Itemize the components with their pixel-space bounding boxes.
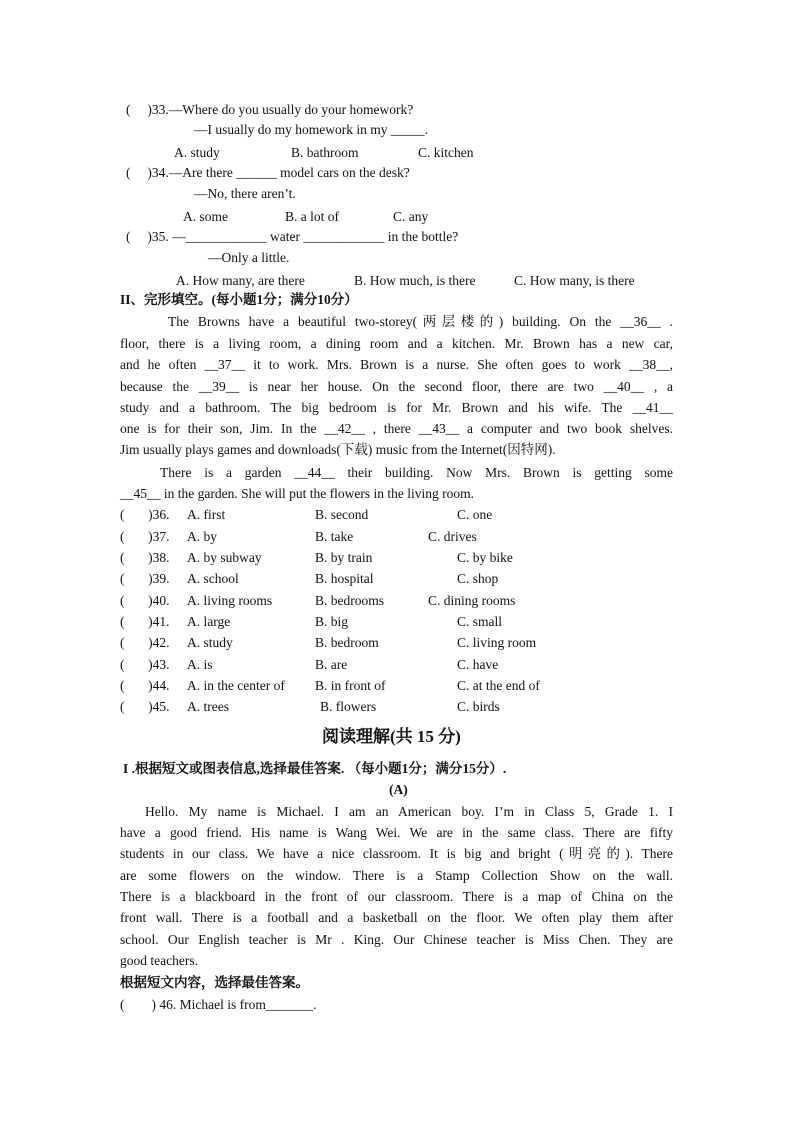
- q34-option-a: A. some: [183, 209, 228, 224]
- q38-option-b: B. by train: [315, 550, 373, 565]
- q39-option-b: B. hospital: [315, 571, 374, 586]
- q35-reply: —Only a little.: [208, 250, 290, 265]
- q44-option-b: B. in front of: [315, 678, 386, 693]
- cloze-line-4: because the __39__ is near her house. On the second floor, there are two __40__ , a: [120, 379, 673, 394]
- q35-option-c: C. How many, is there: [514, 273, 635, 288]
- q38-option-c: C. by bike: [457, 550, 513, 565]
- passage-line-2: have a good friend. His name is Wang Wei. We are in the same class. There are fifty: [120, 825, 673, 840]
- passage-line-4: are some flowers on the window. There is a Stamp Collection Show on the wall.: [120, 868, 673, 883]
- cloze-line-8: There is a garden __44__ their building. Now Mrs. Brown is getting some: [160, 465, 673, 480]
- q40-option-a: A. living rooms: [187, 593, 273, 608]
- passage-line-3: students in our class. We have a nice classroom. It is big and bright (明亮的). There: [120, 846, 673, 861]
- sub-instruction: 根据短文内容，选择最佳答案。: [120, 975, 309, 990]
- q36-number: ( )36.: [120, 507, 170, 522]
- cloze-line-2: floor, there is a living room, a dining room and a kitchen. Mr. Brown has a new car,: [120, 336, 673, 351]
- cloze-line-6: one is for their son, Jim. In the __42__ , there __43__ a computer and two book shelves.: [120, 421, 673, 436]
- q42-number: ( )42.: [120, 635, 170, 650]
- q41-option-a: A. large: [187, 614, 231, 629]
- q39-number: ( )39.: [120, 571, 170, 586]
- q36-option-c: C. one: [457, 507, 493, 522]
- q41-number: ( )41.: [120, 614, 170, 629]
- cloze-line-3: and he often __37__ it to work. Mrs. Brown is a nurse. She often goes to work __38__,: [120, 357, 673, 372]
- cloze-line-1: The Browns have a beautiful two-storey(两层楼的) building. On the __36__ .: [168, 314, 673, 329]
- cloze-line-9: __45__ in the garden. She will put the flowers in the living room.: [120, 486, 474, 501]
- q38-option-a: A. by subway: [187, 550, 262, 565]
- passage-line-6: front wall. There is a football and a basketball on the floor. We often play them after: [120, 910, 673, 925]
- q33-option-c: C. kitchen: [418, 145, 474, 160]
- q42-option-c: C. living room: [457, 635, 537, 650]
- q37-option-b: B. take: [315, 529, 354, 544]
- q34-stem: ( )34.—Are there ______ model cars on the desk?: [126, 165, 410, 180]
- q45-option-c: C. birds: [457, 699, 500, 714]
- q35-stem: ( )35. —____________ water ____________ in the bottle?: [126, 229, 459, 244]
- q33-option-a: A. study: [174, 145, 220, 160]
- q41-option-b: B. big: [315, 614, 349, 629]
- passage-line-1: Hello. My name is Michael. I am an American boy. I’m in Class 5, Grade 1. I: [145, 804, 673, 819]
- q45-option-b: B. flowers: [320, 699, 377, 714]
- q34-option-b: B. a lot of: [285, 209, 339, 224]
- cloze-heading: II、完形填空。(每小题1分；满分10分）: [120, 292, 358, 307]
- q33-reply: —I usually do my homework in my _____.: [194, 122, 428, 137]
- q35-option-b: B. How much, is there: [354, 273, 476, 288]
- q39-option-a: A. school: [187, 571, 239, 586]
- q37-option-c: C. drives: [428, 529, 477, 544]
- q38-number: ( )38.: [120, 550, 170, 565]
- q44-option-c: C. at the end of: [457, 678, 540, 693]
- q43-option-c: C. have: [457, 657, 499, 672]
- reading-title: 阅读理解(共 15 分): [322, 727, 461, 746]
- q34-option-c: C. any: [393, 209, 429, 224]
- q41-option-c: C. small: [457, 614, 503, 629]
- q36-option-a: A. first: [187, 507, 226, 522]
- cloze-line-5: study and a bathroom. The big bedroom is for Mr. Brown and his wife. The __41__: [120, 400, 673, 415]
- q44-option-a: A. in the center of: [187, 678, 285, 693]
- passage-label: (A): [389, 782, 408, 797]
- q40-option-c: C. dining rooms: [428, 593, 516, 608]
- q37-number: ( )37.: [120, 529, 170, 544]
- reading-instruction: I .根据短文或图表信息,选择最佳答案. （每小题1分；满分15分）.: [123, 761, 507, 776]
- q42-option-b: B. bedroom: [315, 635, 379, 650]
- q40-number: ( )40.: [120, 593, 170, 608]
- passage-line-7: school. Our English teacher is Mr . King. Our Chinese teacher is Miss Chen. They are: [120, 932, 673, 947]
- q46-stem: ( ) 46. Michael is from_______.: [120, 997, 317, 1012]
- q45-number: ( )45.: [120, 699, 170, 714]
- q43-option-b: B. are: [315, 657, 348, 672]
- q40-option-b: B. bedrooms: [315, 593, 384, 608]
- passage-line-8: good teachers.: [120, 953, 198, 968]
- q37-option-a: A. by: [187, 529, 217, 544]
- q44-number: ( )44.: [120, 678, 170, 693]
- q33-stem: ( )33.—Where do you usually do your homework?: [126, 102, 414, 117]
- q43-option-a: A. is: [187, 657, 213, 672]
- passage-line-5: There is a blackboard in the front of our classroom. There is a map of China on the: [120, 889, 673, 904]
- q35-option-a: A. How many, are there: [176, 273, 305, 288]
- q43-number: ( )43.: [120, 657, 170, 672]
- q33-option-b: B. bathroom: [291, 145, 359, 160]
- q39-option-c: C. shop: [457, 571, 499, 586]
- q34-reply: —No, there aren’t.: [194, 186, 296, 201]
- q36-option-b: B. second: [315, 507, 369, 522]
- cloze-line-7: Jim usually plays games and downloads(下载) music from the Internet(因特网).: [120, 442, 556, 457]
- q45-option-a: A. trees: [187, 699, 229, 714]
- q42-option-a: A. study: [187, 635, 233, 650]
